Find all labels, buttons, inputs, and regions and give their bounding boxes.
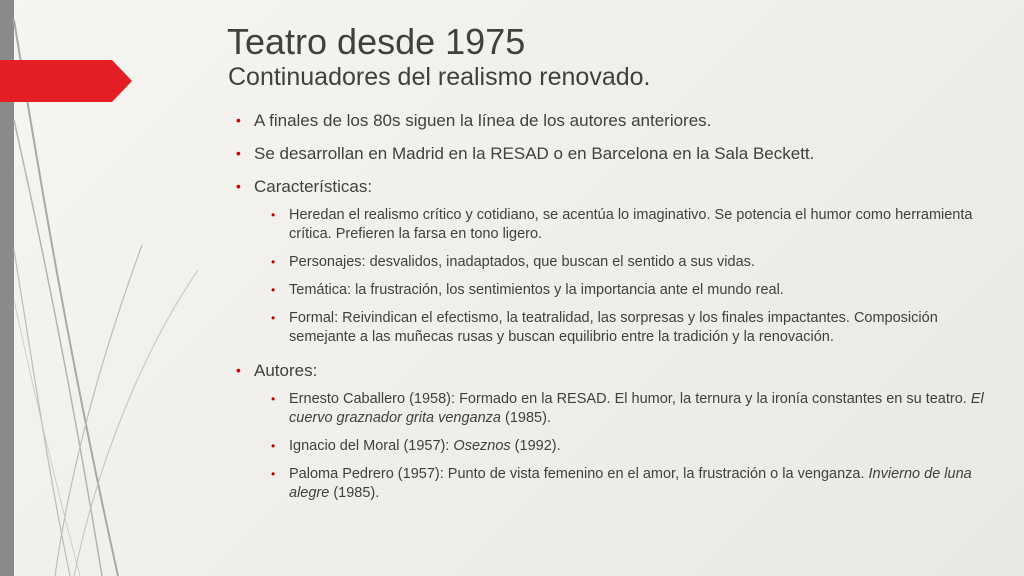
- slide-title: Teatro desde 1975: [227, 21, 526, 62]
- sub-bullet-text: Heredan el realismo crítico y cotidiano, se acentúa lo imaginativo. Se potencia el humor como herramienta crítica. Prefieren la farsa en tono ligero.: [289, 207, 973, 242]
- sub-bullet-text: Personajes: desvalidos, inadaptados, que buscan el sentido a sus vidas.: [289, 254, 755, 270]
- sub-bullet-item: [271, 437, 996, 456]
- bullet-text: Características:: [254, 177, 373, 196]
- autores-list: [236, 390, 996, 503]
- bullet-text: Autores:: [254, 361, 318, 380]
- slide-content: [236, 110, 996, 512]
- bullet-item: [236, 143, 996, 164]
- slide-subtitle: Continuadores del realismo renovado.: [228, 63, 651, 91]
- author-text: Paloma Pedrero (1957): Punto de vista femenino en el amor, la frustración o la venganza.: [289, 466, 869, 482]
- bullet-item: [236, 110, 996, 131]
- caracteristicas-list: [236, 206, 996, 347]
- bullet-dot-icon: •: [271, 392, 276, 406]
- sub-bullet-text: Formal: Reivindican el efectismo, la teatralidad, las sorpresas y los finales impactantes. Composición semejante a las muñecas rusas y buscan equilibrio entre la tradición y la renovación.: [289, 310, 938, 345]
- bullet-dot-icon: •: [236, 112, 241, 128]
- bullet-dot-icon: •: [271, 311, 276, 325]
- red-accent-tab: [0, 60, 132, 102]
- sub-bullet-text: Temática: la frustración, los sentimientos y la importancia ante el mundo real.: [289, 282, 784, 298]
- sub-bullet-item: [271, 253, 996, 272]
- author-text: Ernesto Caballero (1958): Formado en la RESAD. El humor, la ternura y la ironía constantes en su teatro.: [289, 391, 971, 407]
- bullet-dot-icon: •: [236, 178, 241, 194]
- bullet-text: A finales de los 80s siguen la línea de los autores anteriores.: [254, 111, 712, 130]
- work-title: Invierno de luna alegre: [289, 466, 972, 501]
- sub-bullet-item: [271, 309, 996, 347]
- bullet-dot-icon: •: [271, 283, 276, 297]
- sub-bullet-item: [271, 206, 996, 244]
- bullet-dot-icon: •: [271, 439, 276, 453]
- sub-bullet-item: [271, 465, 996, 503]
- author-text: Ignacio del Moral (1957):: [289, 438, 454, 454]
- bullet-item: [236, 360, 996, 381]
- work-year: (1985).: [501, 410, 551, 426]
- work-title: Oseznos: [453, 438, 511, 454]
- bullet-dot-icon: •: [271, 467, 276, 481]
- bullet-item: [236, 176, 996, 197]
- bullet-dot-icon: •: [271, 255, 276, 269]
- bullet-dot-icon: •: [236, 362, 241, 378]
- work-year: (1985).: [329, 485, 380, 501]
- bullet-dot-icon: •: [236, 145, 241, 161]
- work-title: El cuervo graznador grita venganza: [289, 391, 984, 426]
- bullet-dot-icon: •: [271, 208, 276, 222]
- bullet-text: Se desarrollan en Madrid en la RESAD o en Barcelona en la Sala Beckett.: [254, 144, 815, 163]
- sub-bullet-item: [271, 281, 996, 300]
- work-year: (1992).: [510, 438, 561, 454]
- sub-bullet-item: [271, 390, 996, 428]
